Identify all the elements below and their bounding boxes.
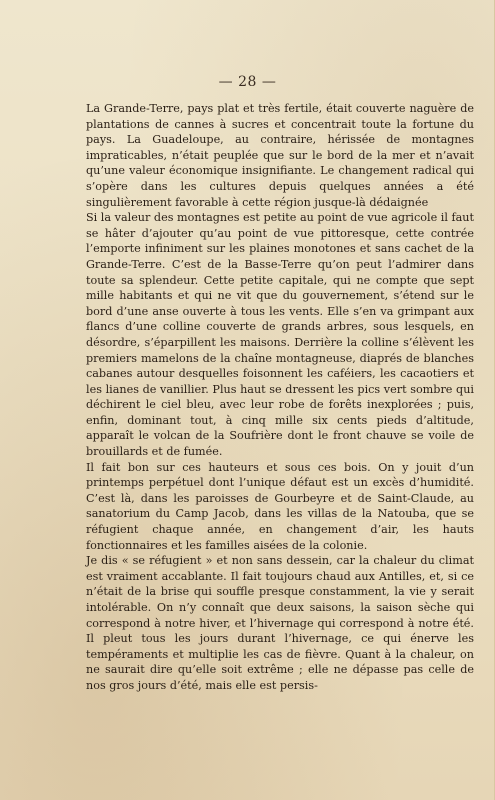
paragraph-2: Si la valeur des montagnes est petite au point de vue agricole il faut se hâter d’ajouter qu’au point de vue pittoresque, cette contrée l’emporte infiniment sur les plaines monotones et sans cachet de la Grande-Terre. C’est de la Basse-Terre qu’on peut l’admirer dans toute sa splendeur. Cette petite capitale, qui ne compte que sept mille habitants et qui ne vit que du gouvernement, s’étend sur le bord d’une anse ouverte à tous les vents. Elle s’en va grimpant aux flancs d’une colline couverte de grands arbres, sous lesquels, en désordre, s’éparpillent les maisons. Derrière la colline s’élèvent les premiers mamelons de la chaîne montagneuse, diaprés de blanches cabanes autour desquelles foisonnent les caféiers, les cacaotiers et les lianes de vanillier. Plus haut se dressent les pics vert sombre qui déchirent le ciel bleu, avec leur robe de forêts inexplorées ; puis, enfin, dominant tout, à cinq mille six cents pieds d’altitude, apparaît le volcan de la Soufrière dont le front chauve se voile de brouillards et de fumée. [86,211,474,459]
page-number: — 28 — [218,74,277,90]
paragraph-3: Il fait bon sur ces hauteurs et sous ces bois. On y jouit d’un printemps perpétuel dont l’unique défaut est un excès d’humidité. C’est là, dans les paroisses de Gourbeyre et de Saint-Claude, au sanatorium du Camp Jacob, dans les villas de la Natouba, que se réfugient chaque année, en changement d’air, les hauts fonctionnaires et les familles aisées de la colonie. [86,460,474,552]
paragraph-1: La Grande-Terre, pays plat et très fertile, était couverte naguère de plantations de cannes à sucres et concentrait toute la fortune du pays. La Guadeloupe, au contraire, hérissée de montagnes impraticables, n’était peuplée que sur le bord de la mer et n’avait qu’une valeur économique insignifiante. Le changement radical qui s’opère dans les cultures depuis quelques années a été singulièrement favorable à cette région jusque-là dédaignée [86,102,474,209]
paragraph-4: Je dis « se réfugient » et non sans dessein, car la chaleur du climat est vraiment accablante. Il fait toujours chaud aux Antilles, et, si ce n’était de la brise qui souffle presque constamment, la vie y serait intolérable. On n’y connaît que deux saisons, la saison sèche qui correspond à notre hiver, et l’hivernage qui correspond à notre été. Il pleut tous les jours durant l’hivernage, ce qui énerve les tempéraments et multiplie les cas de fièvre. Quant à la chaleur, on ne saurait dire qu’elle soit extrême ; elle ne dépasse pas celle de nos gros jours d’été, mais elle est persis- [86,554,474,692]
body-text [86,101,474,694]
